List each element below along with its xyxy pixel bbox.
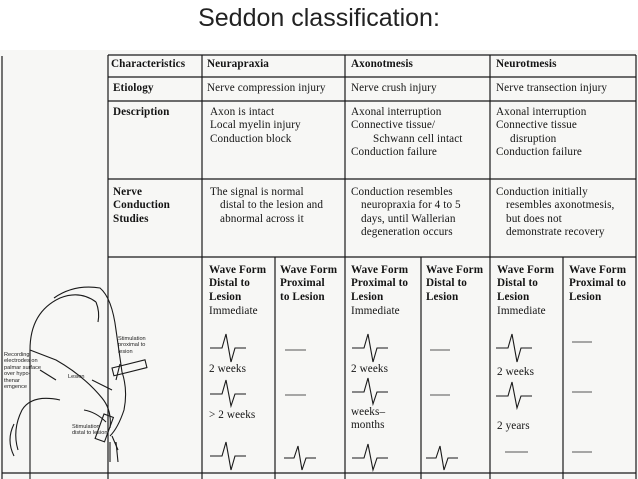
description-label: Description [113,106,170,118]
header-axonotmesis: Axonotmesis [351,58,414,70]
wave-distal-header-neurapraxia: Wave Form Distal to Lesion [209,264,267,303]
conduction-axonotmesis: Conduction resembles neuropraxia for 4 to 5 days, until Wallerian degeneration occurs [351,186,461,239]
label-recording-electrodes: Recording electrodes on palmar surface over hypo- thenar emgence [4,352,41,391]
slide-title: Seddon classification: [198,4,440,32]
time-2weeks-axonotmesis: 2 weeks [351,363,389,375]
wave-proximal-header-neurotmesis: Wave Form Proximal to Lesion [569,264,627,303]
time-2weeks-neurotmesis: 2 weeks [497,366,535,378]
label-stimulation-distal: Stimulation distal to lesion [72,424,108,437]
etiology-neurotmesis: Nerve transection injury [496,82,608,94]
conduction-neurapraxia: The signal is normal distal to the lesion and abnormal across it [210,186,324,225]
header-characteristics: Characteristics [111,58,186,70]
time-immediate-neurapraxia: Immediate [209,305,258,317]
time-gt2weeks-neurapraxia: > 2 weeks [209,409,256,421]
header-neurapraxia: Neurapraxia [207,58,270,70]
wave-distal-header-neurotmesis: Wave Form Distal to Lesion [497,264,555,303]
etiology-axonotmesis: Nerve crush injury [351,82,437,94]
description-neurapraxia: Axon is intact Local myelin injury Conduction block [210,106,301,145]
etiology-neurapraxia: Nerve compression injury [207,82,326,94]
wave-distal-header-axonotmesis: Wave Form Distal to Lesion [426,264,484,303]
label-lesion: Lesion [68,374,85,380]
time-2years-neurotmesis: 2 years [497,420,530,432]
description-axonotmesis: Axonal interruption Connective tissue/ Schwann cell intact Conduction failure [351,106,463,159]
scanned-table-image [0,50,638,479]
etiology-label: Etiology [113,82,154,94]
conduction-label: Nerve Conduction Studies [113,186,170,225]
wave-proximal-header-axonotmesis: Wave Form Proximal to Lesion [351,264,409,303]
time-weeks-months-axonotmesis: weeks– months [351,406,386,432]
time-immediate-axonotmesis: Immediate [351,305,400,317]
time-immediate-neurotmesis: Immediate [497,305,546,317]
time-2weeks-neurapraxia: 2 weeks [209,363,247,375]
conduction-neurotmesis: Conduction initially resembles axonotmesis, but does not demonstrate recovery [496,186,615,239]
header-neurotmesis: Neurotmesis [496,58,557,70]
wave-proximal-header-neurapraxia: Wave Form Proximal to Lesion [280,264,338,303]
label-stimulation-proximal: Stimulation proximal to lesion [118,336,146,355]
description-neurotmesis: Axonal interruption Connective tissue disruption Conduction failure [496,106,587,159]
